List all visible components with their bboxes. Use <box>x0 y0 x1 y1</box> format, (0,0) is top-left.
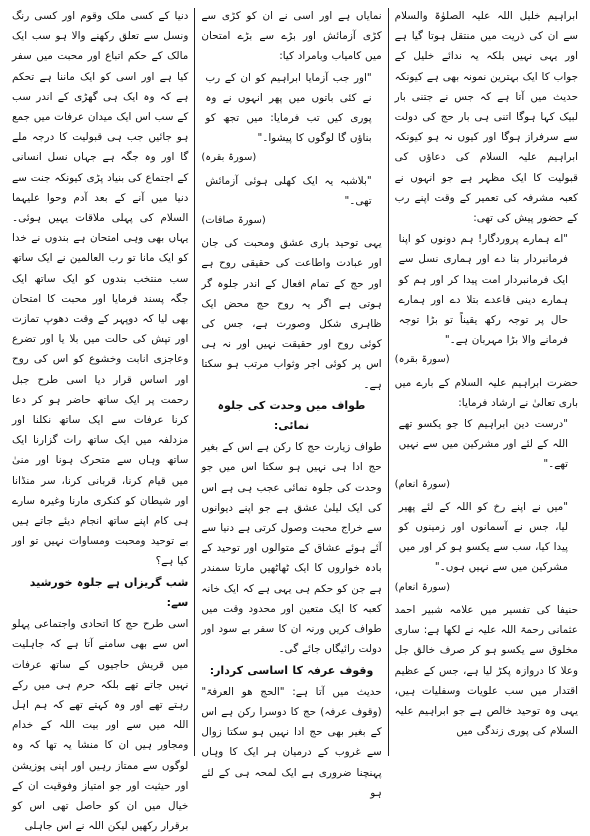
quotation: "اور جب آزمایا ابراہیم کو ان کے رب نے کئی باتوں میں پھر انہوں نے وہ پوری کیں تب فرمایا: میں تجھ کو بناؤں گا لوگوں کا پیشوا۔" <box>205 71 372 145</box>
quotation: "بلاشبہ یہ ایک کھلی ہوئی آزمائش تھی۔" <box>205 174 372 207</box>
paragraph: حضرت ابراہیم علیہ السلام کے بارے میں باری تعالیٰ نے ارشاد فرمایا: <box>394 376 578 409</box>
citation: (سورۃ بقرہ) <box>394 354 450 366</box>
paragraph: یہی توحید باری عشق ومحبت کی جان اور عبادت واطاعت کی حقیقی روح ہے اور حج کے تمام افعال کے اندر جلوہ گر ہوتی ہے اگر یہ روح حج محض ایک ظاہری شکل وصورت ہے، جس کی کوئی روح اور حقیقت نہیں اور نہ ہی اس پر کوئی اجر وثواب مرتب ہو سکتا ہے۔ <box>201 237 382 391</box>
citation: (سورۃ انعام) <box>394 478 451 490</box>
column-divider-left <box>194 8 195 756</box>
paragraph: دنیا کے کسی ملک وقوم اور کسی رنگ ونسل سے تعلق رکھنے والا ہو سب ایک مالک کے حکم اتباع اور محبت میں سفر کیا ہے اور اسی کو ایک ماننا ہے تحکم ہے کہ وہ ایک ہی گھڑی کے اندر سب کے سب اس ایک میدان عرفات میں جمع ہو جائیں جب ہی قبولیت کا درجہ ملے گا اور وہ جگہ ہے جہاں نسل انسانی کے اجتماع کی بنیاد پڑی کیونکہ جنت سے دنیا میں آنے کے بعد آدم وحوا علیہما السلام کی پہلی ملاقات یہیں ہوئی۔ یہاں بھی وہی امتحان ہے بندوں نے خدا کو ایک مانا تو رب العالمین نے ایک ساتھ سب منتخب بندوں کو ایک ساتھ ایک جگہ پسند فرمایا اور محبت کا امتحان بھی لیا کہ دوپہر کے وقت دھوپ تمازت اور تپش کی حالت میں بلا یا اور تضرع وعاجزی انابت وخشوع کو اس کی روح اور اساس قرار دیا اسی طرح جبل رحمت پر ایک ساتھ حاضر ہو کر دعا کرنا عرفات سے ایک ساتھ نکلنا اور مزدلفہ میں ایک ساتھ رات گزارنا ایک ساتھ وہاں سے متحرک ہونا اور منیٰ میں قیام کرنا، قربانی کرنا، سر منڈانا اور شیطان کو کنکری مارنا وغیرہ سارے ہی کام اپنے ساتھ انجام دیئے جاتے ہیں بے توحید ومحبت ومساوات نہیں تو اور کیا ہے؟ <box>12 10 189 568</box>
paragraph: اسی طرح حج کا اتحادی واجتماعی پہلو اس سے بھی سامنے آتا ہے کہ جاہلیت میں قریش حاجیوں کے ساتھ عرفات نہیں جاتے تھے بلکہ حرم ہی میں رکے رہتے تھے اور وہ کہتے تھے کہ ہم اہل اللہ میں سے اور بیت اللہ کے خدام ومجاور ہیں ان کا منشا یہ تھا کہ وہ لوگوں سے ممتاز رہیں اور اپنی پوزیشن اور حیثیت اور جو امتیاز وفوقیت ان کے خیال میں ان کو حاصل تھی اس کو برقرار رکھیں لیکن اللہ نے اس جاہلی <box>12 618 189 833</box>
quotation: "اے ہمارے پروردگار! ہم دونوں کو اپنا فرمانبردار بنا دے اور ہماری نسل سے ایک فرمانبردار امت پیدا کر اور ہم کو ہمارے دینی قاعدے بتلا دے اور ہمارے حال پر توجہ رکھ یقیناً تو بڑا توجہ فرمانے والا بڑا مہربان ہے۔" <box>398 233 568 347</box>
column-divider-right <box>388 8 389 756</box>
text-column-middle <box>195 6 387 799</box>
paragraph: طواف زیارت حج کا رکن ہے اس کے بغیر حج ادا ہی نہیں ہو سکتا اس میں جو وحدت کی جلوہ نمائی عجب ہی ہے اس کی ایک لیلیٰ عشق ہے جو اپنے دیوانوں سے خراج محبت وصول کرتی ہے دنیا سے آئے ہوئے عشاق کے متوالوں اور توحید کے بادہ خواروں کا ایک ٹھاٹھیں مارتا سمندر ہے جن کو حکم ہی یہی ہے کہ ایک خانہ کعبہ کا ایک متعین اور محدود وقت میں طواف کریں ورنہ ان کا سفر بے سود اور دولت رائیگاں جائے گی۔ <box>201 441 382 656</box>
quotation: "میں نے اپنے رخ کو اللہ کے لئے پھیر لیا، جس نے آسمانوں اور زمینوں کو پیدا کیا، سب سے یکسو ہو کر اور میں مشرکین میں سے نہیں ہوں۔" <box>398 500 568 574</box>
text-column-right <box>389 6 584 756</box>
quotation: "درست دین ابراہیم کا جو یکسو تھے اللہ کے لئے اور مشرکین میں سے نہیں تھے۔" <box>398 418 568 471</box>
section-heading: طواف میں وحدت کی جلوہ نمائی: <box>217 398 366 433</box>
text-column-left <box>6 6 194 833</box>
citation: (سورۃ صافات) <box>201 215 266 227</box>
paragraph: ابراہیم خلیل اللہ علیہ الصلوٰۃ والسلام سے ان کی ذریت میں منتقل ہوتا گیا ہے اور یہی نہیں بلکہ یہ ندائے خلیل کے جواب کا ایک بہترین نمونہ بھی ہے کیونکہ حدیث میں آتا ہے کہ جس نے جتنی بار لبیک کہا ہوگا اتنی ہی بار حج کی دولت سے سرفراز ہوگا اور کیوں نہ ہو کیونکہ ابراہیم علیہ السلام کی دعاؤں کی قبولیت کا ایک مظہر ہے جو انہوں نے کعبہ مشرفہ کی تعمیر کے وقت اپنے رب کے حضور پیش کی تھی: <box>394 10 578 225</box>
paragraph: حدیث میں آتا ہے: "الحج ھو العرفۃ" (وقوف عرفہ) حج کا دوسرا رکن ہے اس کے بغیر بھی حج ادا نہیں ہو سکتا زوال سے غروب کے درمیان ہر ایک کا وہاں پہنچنا ضروری ہے ایک لمحہ ہی کے لئے ہو <box>201 685 382 799</box>
section-heading: شب گریزاں ہے جلوہ خورشید سے: <box>29 575 189 609</box>
citation: (سورۃ بقرہ) <box>201 152 257 164</box>
citation: (سورۃ انعام) <box>394 581 451 593</box>
paragraph: حنیفا کی تفسیر میں علامہ شبیر احمد عثمانی رحمۃ اللہ علیہ نے لکھا ہے: ساری مخلوق سے یکسو ہو کر صرف خالق جل وعلا کا دروازہ پکڑ لیا ہے، جس کے عظیم اقتدار میں سب علویات وسفلیات ہیں، یہی وہ توحید خالص ہے جو ابراہیم علیہ السلام کی پوری زندگی میں <box>394 603 578 738</box>
paragraph: نمایاں ہے اور اسی نے ان کو کڑی سے کڑی آزمائش اور بڑے سے بڑے امتحان میں کامیاب وبامراد کیا: <box>201 10 382 63</box>
section-heading: وقوف عرفہ کا اساسی کردار: <box>209 663 374 677</box>
